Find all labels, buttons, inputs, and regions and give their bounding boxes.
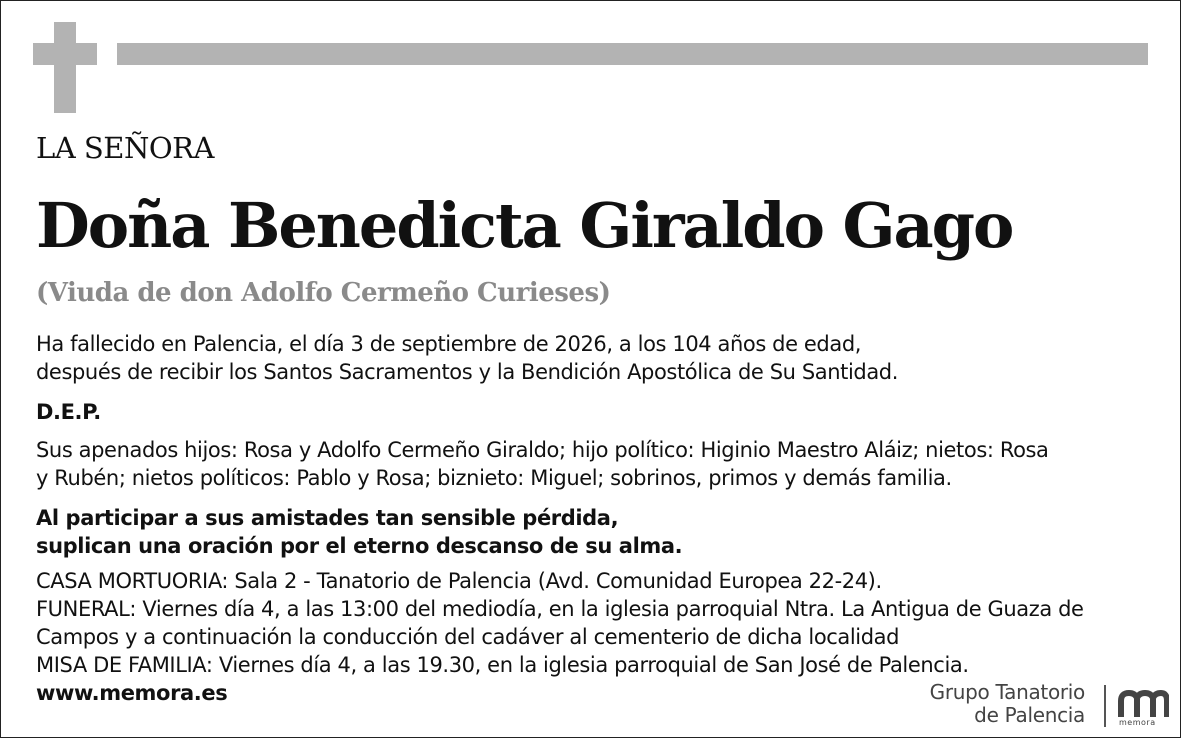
family-list — [36, 436, 1151, 492]
footer-logo — [931, 681, 1171, 731]
family-line: y Rubén; nietos políticos: Pablo y Rosa; biznieto: Miguel; sobrinos, primos y demás familia. — [36, 466, 952, 490]
deceased-name: Doña Benedicta Giraldo Gago — [36, 189, 1013, 262]
header-rule — [117, 43, 1148, 65]
detail-line: Campos y a continuación la conducción del cadáver al cementerio de dicha localidad — [36, 625, 900, 649]
prayer-line: suplican una oración por el eterno descanso de su alma. — [36, 534, 683, 558]
detail-line: CASA MORTUORIA: Sala 2 - Tanatorio de Palencia (Avd. Comunidad Europea 22-24). — [36, 569, 882, 593]
dep-label: D.E.P. — [36, 400, 101, 424]
prayer-request — [36, 504, 1151, 560]
prayer-line: Al participar a sus amistades tan sensible pérdida, — [36, 506, 619, 530]
death-notice — [36, 330, 1151, 386]
group-name — [930, 681, 1085, 727]
website-link[interactable]: www.memora.es — [36, 681, 228, 705]
group-name-line: Grupo Tanatorio — [929, 680, 1085, 704]
detail-line: FUNERAL: Viernes día 4, a las 13:00 del mediodía, en la iglesia parroquial Ntra. La Antigua de Guaza de — [36, 597, 1084, 621]
brand-small: memora — [1119, 718, 1156, 727]
cross-icon-arm — [33, 43, 97, 65]
group-name-line: de Palencia — [974, 703, 1085, 727]
cross-icon — [54, 22, 76, 113]
honorific: LA SEÑORA — [36, 131, 214, 165]
family-line: Sus apenados hijos: Rosa y Adolfo Cermeño Giraldo; hijo político: Higinio Maestro Aláiz; nietos: Rosa — [36, 438, 1049, 462]
logo-divider — [1104, 685, 1106, 727]
detail-line: MISA DE FAMILIA: Viernes día 4, a las 19.30, en la iglesia parroquial de San José de Palencia. — [36, 653, 969, 677]
death-notice-line: Ha fallecido en Palencia, el día 3 de septiembre de 2026, a los 104 años de edad, — [36, 332, 862, 356]
relation-line: (Viuda de don Adolfo Cermeño Curieses) — [36, 278, 611, 308]
death-notice-line: después de recibir los Santos Sacramentos y la Bendición Apostólica de Su Santidad. — [36, 360, 899, 384]
